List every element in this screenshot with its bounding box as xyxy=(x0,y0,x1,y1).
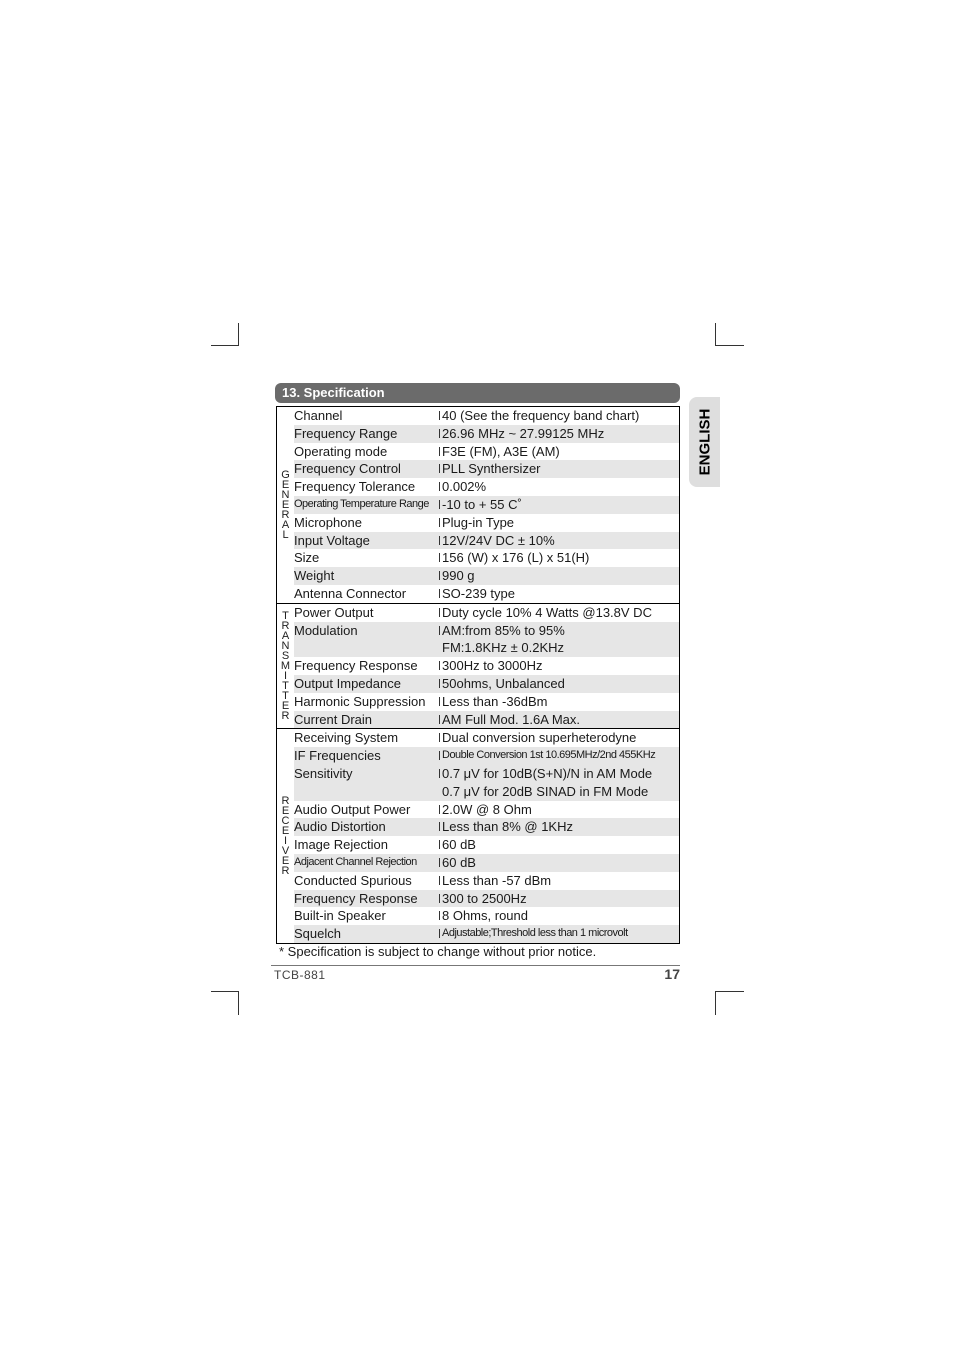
spec-name: Sensitivity xyxy=(294,765,353,781)
spec-value: F3E (FM), A3E (AM) xyxy=(439,443,679,461)
spec-row xyxy=(294,460,679,478)
spec-row xyxy=(294,496,679,514)
section-vertical-label xyxy=(277,407,294,603)
spec-value: Double Conversion 1st 10.695MHz/2nd 455KHz xyxy=(439,747,679,765)
section-label-letter: R xyxy=(281,620,290,633)
spec-row xyxy=(294,854,679,872)
section-label-letter: I xyxy=(283,670,288,683)
spec-row xyxy=(294,836,679,854)
spec-row xyxy=(294,639,679,657)
spec-value: Less than 8% @ 1KHz xyxy=(439,818,679,836)
section-label-letter: R xyxy=(281,795,290,808)
spec-value: 300 to 2500Hz xyxy=(439,890,679,908)
section-label-letter: A xyxy=(281,630,290,643)
spec-row xyxy=(294,478,679,496)
spec-value: 26.96 MHz ~ 27.99125 MHz xyxy=(439,425,679,443)
spec-row xyxy=(294,925,679,943)
spec-note: * Specification is subject to change without prior notice. xyxy=(279,944,597,959)
spec-value: 0.7 μV for 20dB SINAD in FM Mode xyxy=(442,783,649,799)
crop-mark xyxy=(211,991,239,992)
spec-name: Image Rejection xyxy=(294,837,388,853)
section-label-letter: I xyxy=(283,835,288,848)
spec-name: Channel xyxy=(294,408,343,423)
spec-name xyxy=(294,639,439,657)
spec-name: Antenna Connector xyxy=(294,585,407,601)
language-tab-label: ENGLISH xyxy=(696,408,713,476)
spec-value: 990 g xyxy=(439,567,679,585)
crop-mark xyxy=(211,345,239,346)
spec-value: -10 to + 55 C˚ xyxy=(439,496,679,514)
spec-value: 0.7 μV for 10dB(S+N)/N in AM Mode xyxy=(439,765,679,783)
spec-name: Adjacent Channel Rejection xyxy=(294,855,417,868)
spec-name: Size xyxy=(294,550,320,566)
footer-divider xyxy=(271,965,680,966)
spec-row xyxy=(294,514,679,532)
section-label-letter: S xyxy=(281,650,290,663)
spec-row xyxy=(294,693,679,711)
spec-name: Microphone xyxy=(294,514,362,530)
spec-value: Less than -36dBm xyxy=(439,693,679,711)
section-label-letter: E xyxy=(281,700,290,713)
spec-value: 0.002% xyxy=(439,478,679,496)
spec-row xyxy=(294,711,679,729)
spec-name: Squelch xyxy=(294,926,341,942)
page-number: 17 xyxy=(664,966,680,982)
spec-name: Input Voltage xyxy=(294,532,370,548)
section-title: 13. Specification xyxy=(275,383,680,403)
spec-row xyxy=(294,747,679,765)
spec-value: AM:from 85% to 95% xyxy=(439,622,679,640)
section-label-letter: R xyxy=(281,865,290,878)
spec-value: Adjustable;Threshold less than 1 microvolt xyxy=(439,925,679,943)
spec-value: 300Hz to 3000Hz xyxy=(439,657,679,675)
section-label-letter: E xyxy=(281,498,290,511)
spec-value: Duty cycle 10% 4 Watts @13.8V DC xyxy=(439,604,679,622)
spec-name: Receiving System xyxy=(294,730,399,746)
spec-value: 156 (W) x 176 (L) x 51(H) xyxy=(439,549,679,567)
spec-row xyxy=(294,425,679,443)
spec-row xyxy=(294,604,679,622)
spec-value: 2.0W @ 8 Ohm xyxy=(439,801,679,819)
section-label-letter: G xyxy=(281,468,290,481)
spec-name: Frequency Response xyxy=(294,890,418,906)
spec-name: Conducted Spurious xyxy=(294,872,412,888)
spec-name: IF Frequencies xyxy=(294,748,381,764)
language-tab xyxy=(689,397,720,487)
section-label-letter: T xyxy=(282,680,289,693)
section-label-letter: N xyxy=(281,488,290,501)
spec-name xyxy=(294,783,439,801)
spec-row xyxy=(294,818,679,836)
spec-row xyxy=(294,549,679,567)
crop-mark xyxy=(238,991,239,1015)
section-label-letter: N xyxy=(281,640,290,653)
spec-value: SO-239 type xyxy=(439,585,679,603)
section-label-letter: E xyxy=(281,825,290,838)
spec-value: Less than -57 dBm xyxy=(439,872,679,890)
spec-name: Frequency Response xyxy=(294,658,418,674)
spec-row xyxy=(294,567,679,585)
spec-row xyxy=(294,657,679,675)
spec-value: 40 (See the frequency band chart) xyxy=(439,407,679,425)
spec-row xyxy=(294,675,679,693)
section-label-letter: E xyxy=(281,805,290,818)
model-number: TCB-881 xyxy=(274,968,326,982)
spec-name: Frequency Range xyxy=(294,425,398,441)
spec-name: Weight xyxy=(294,568,335,584)
section-label-letter: R xyxy=(281,710,290,723)
section-label-letter: R xyxy=(281,508,290,521)
spec-value: 12V/24V DC ± 10% xyxy=(439,532,679,550)
spec-value: PLL Synthersizer xyxy=(439,460,679,478)
crop-mark xyxy=(715,991,716,1015)
spec-name: Power Output xyxy=(294,604,374,620)
spec-row xyxy=(294,622,679,640)
section-label-letter: M xyxy=(280,660,291,673)
spec-name: Harmonic Suppression xyxy=(294,693,426,709)
crop-mark xyxy=(715,323,716,345)
spec-value: 60 dB xyxy=(439,854,679,872)
spec-name: Audio Output Power xyxy=(294,801,411,817)
section-label-letter: T xyxy=(282,610,289,623)
section-label-letter: C xyxy=(281,815,290,828)
spec-section xyxy=(277,603,679,729)
spec-row xyxy=(294,765,679,783)
section-label-letter: V xyxy=(281,845,290,858)
spec-name: Frequency Control xyxy=(294,461,401,477)
spec-value: Plug-in Type xyxy=(439,514,679,532)
spec-row xyxy=(294,443,679,461)
spec-value: FM:1.8KHz ± 0.2KHz xyxy=(442,640,565,656)
spec-row xyxy=(294,407,679,425)
spec-row xyxy=(294,585,679,603)
spec-name: Modulation xyxy=(294,622,358,638)
spec-name: Operating Temperature Range xyxy=(294,497,429,510)
spec-row xyxy=(294,729,679,747)
spec-name: Operating mode xyxy=(294,443,388,459)
spec-row xyxy=(294,783,679,801)
spec-name: Current Drain xyxy=(294,711,373,727)
spec-name: Frequency Tolerance xyxy=(294,479,416,495)
crop-mark xyxy=(715,345,744,346)
spec-section xyxy=(277,407,679,603)
spec-name: Built-in Speaker xyxy=(294,908,386,924)
spec-value: Dual conversion superheterodyne xyxy=(439,729,679,747)
spec-value: 8 Ohms, round xyxy=(439,907,679,925)
spec-table xyxy=(276,406,680,944)
section-vertical-label xyxy=(277,604,294,729)
spec-row xyxy=(294,532,679,550)
spec-row xyxy=(294,890,679,908)
spec-value: AM Full Mod. 1.6A Max. xyxy=(439,711,679,729)
crop-mark xyxy=(715,991,744,992)
section-label-letter: E xyxy=(281,478,290,491)
spec-name: Audio Distortion xyxy=(294,819,386,835)
spec-name: Output Impedance xyxy=(294,675,401,691)
spec-value: 50ohms, Unbalanced xyxy=(439,675,679,693)
spec-section xyxy=(277,728,679,943)
section-label-letter: E xyxy=(281,855,290,868)
spec-row xyxy=(294,872,679,890)
section-label-letter: L xyxy=(282,528,289,541)
crop-mark xyxy=(238,323,239,345)
section-label-letter: T xyxy=(282,690,289,703)
spec-value: 60 dB xyxy=(439,836,679,854)
spec-row xyxy=(294,907,679,925)
section-label-letter: A xyxy=(281,518,290,531)
spec-row xyxy=(294,801,679,819)
section-vertical-label xyxy=(277,729,294,943)
